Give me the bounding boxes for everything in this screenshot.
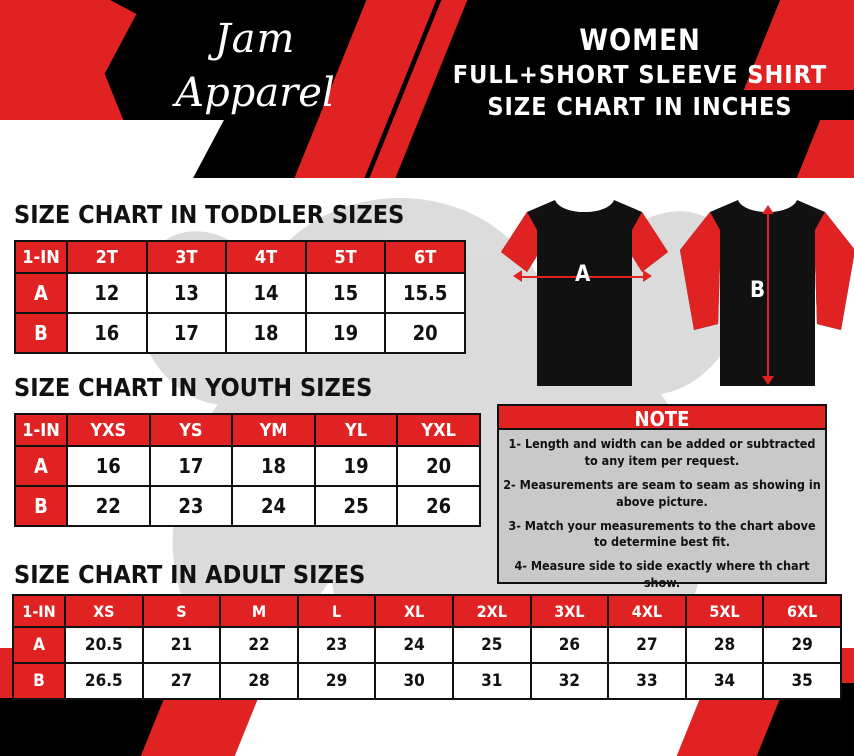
cell-adult-b-1: 27 <box>143 663 221 699</box>
cell-youth-b-3: 25 <box>315 486 398 526</box>
col-toddler-1: 3T <box>147 241 227 273</box>
table-header-row <box>15 414 480 446</box>
cell-youth-a-0: 16 <box>67 446 150 486</box>
row-label-adult-a: A <box>13 627 65 663</box>
table-youth <box>14 413 481 527</box>
col-toddler-4: 6T <box>385 241 465 273</box>
section-title-toddler: SIZE CHART IN TODDLER SIZES <box>14 200 405 229</box>
length-arrow-line-b <box>767 214 769 376</box>
section-title-youth: SIZE CHART IN YOUTH SIZES <box>14 373 373 402</box>
corner-label-adult: 1-IN <box>13 595 65 627</box>
cell-toddler-b-2: 18 <box>226 313 306 353</box>
table-adult <box>12 594 842 700</box>
col-adult-9: 6XL <box>763 595 841 627</box>
row-label-youth-a: A <box>15 446 67 486</box>
col-youth-2: YM <box>232 414 315 446</box>
col-adult-1: S <box>143 595 221 627</box>
cell-adult-b-9: 35 <box>763 663 841 699</box>
table-header-row <box>13 595 841 627</box>
cell-toddler-b-0: 16 <box>67 313 147 353</box>
col-adult-4: XL <box>375 595 453 627</box>
corner-label-youth: 1-IN <box>15 414 67 446</box>
cell-youth-b-4: 26 <box>397 486 480 526</box>
cell-youth-b-1: 23 <box>150 486 233 526</box>
col-adult-8: 5XL <box>686 595 764 627</box>
cell-adult-b-0: 26.5 <box>65 663 143 699</box>
cell-adult-b-6: 32 <box>531 663 609 699</box>
header-red-shape-right-2 <box>780 120 854 178</box>
cell-youth-a-2: 18 <box>232 446 315 486</box>
note-title: NOTE <box>497 404 827 430</box>
table-row <box>15 446 480 486</box>
col-toddler-2: 4T <box>226 241 306 273</box>
row-label-toddler-b: B <box>15 313 67 353</box>
cell-toddler-b-4: 20 <box>385 313 465 353</box>
col-adult-5: 2XL <box>453 595 531 627</box>
col-adult-2: M <box>220 595 298 627</box>
table-row <box>13 663 841 699</box>
table-row <box>15 273 465 313</box>
cell-toddler-a-3: 15 <box>306 273 386 313</box>
width-arrow-head-right-a <box>643 270 652 282</box>
cell-adult-b-7: 33 <box>608 663 686 699</box>
row-label-youth-b: B <box>15 486 67 526</box>
brand-logo <box>140 18 370 148</box>
cell-adult-a-4: 24 <box>375 627 453 663</box>
title-line-1: WOMEN <box>579 23 701 57</box>
cell-adult-b-8: 34 <box>686 663 764 699</box>
cell-adult-b-4: 30 <box>375 663 453 699</box>
cell-adult-a-7: 27 <box>608 627 686 663</box>
row-label-toddler-a: A <box>15 273 67 313</box>
cell-adult-a-5: 25 <box>453 627 531 663</box>
brand-line-1: Jam <box>214 16 296 62</box>
header-banner <box>0 0 854 178</box>
cell-adult-a-3: 23 <box>298 627 376 663</box>
cell-toddler-b-1: 17 <box>147 313 227 353</box>
cell-toddler-a-1: 13 <box>147 273 227 313</box>
brand-line-2: Apparel <box>175 70 335 116</box>
length-arrow-head-bottom-b <box>762 376 774 385</box>
col-youth-1: YS <box>150 414 233 446</box>
col-toddler-3: 5T <box>306 241 386 273</box>
col-youth-3: YL <box>315 414 398 446</box>
table-row <box>15 313 465 353</box>
length-arrow-head-top-b <box>762 205 774 214</box>
row-label-adult-b: B <box>13 663 65 699</box>
table-row <box>15 486 480 526</box>
shirt-diagram-long-sleeve <box>680 190 854 395</box>
measure-label-a: A <box>575 262 591 287</box>
col-toddler-0: 2T <box>67 241 147 273</box>
col-adult-7: 4XL <box>608 595 686 627</box>
shirt-diagram-short-sleeve <box>497 190 672 395</box>
cell-adult-a-2: 22 <box>220 627 298 663</box>
cell-youth-a-4: 20 <box>397 446 480 486</box>
col-youth-4: YXL <box>397 414 480 446</box>
table-header-row <box>15 241 465 273</box>
cell-adult-a-0: 20.5 <box>65 627 143 663</box>
note-items <box>503 436 821 599</box>
cell-youth-b-2: 24 <box>232 486 315 526</box>
short-sleeve-shirt-svg <box>497 190 672 395</box>
cell-toddler-a-0: 12 <box>67 273 147 313</box>
cell-adult-a-6: 26 <box>531 627 609 663</box>
col-adult-3: L <box>298 595 376 627</box>
footer-black-shape-left <box>0 698 164 756</box>
title-line-3: SIZE CHART IN INCHES <box>487 92 793 122</box>
cell-youth-a-1: 17 <box>150 446 233 486</box>
cell-youth-a-3: 19 <box>315 446 398 486</box>
width-arrow-head-left-a <box>513 270 522 282</box>
title-line-2: FULL+SHORT SLEEVE SHIRT <box>452 60 828 90</box>
note-item-1: 1- Length and width can be added or subtracted to any item per request. <box>508 436 816 468</box>
measure-label-b: B <box>750 278 766 303</box>
cell-adult-b-2: 28 <box>220 663 298 699</box>
cell-adult-a-1: 21 <box>143 627 221 663</box>
note-item-3: 3- Match your measurements to the chart above to determine best fit. <box>508 517 816 550</box>
cell-adult-b-3: 29 <box>298 663 376 699</box>
cell-adult-a-8: 28 <box>686 627 764 663</box>
cell-toddler-a-2: 14 <box>226 273 306 313</box>
col-adult-0: XS <box>65 595 143 627</box>
cell-adult-a-9: 29 <box>763 627 841 663</box>
note-item-4: 4- Measure side to side exactly where th chart show. <box>514 558 810 591</box>
cell-youth-b-0: 22 <box>67 486 150 526</box>
table-toddler <box>14 240 466 354</box>
col-youth-0: YXS <box>67 414 150 446</box>
cell-toddler-b-3: 19 <box>306 313 386 353</box>
cell-adult-b-5: 31 <box>453 663 531 699</box>
corner-label-toddler: 1-IN <box>15 241 67 273</box>
page-title <box>440 22 840 123</box>
table-row <box>13 627 841 663</box>
col-adult-6: 3XL <box>531 595 609 627</box>
section-title-adult: SIZE CHART IN ADULT SIZES <box>14 560 366 589</box>
note-item-2: 2- Measurements are seam to seam as showing in above picture. <box>503 476 821 509</box>
cell-toddler-a-4: 15.5 <box>385 273 465 313</box>
